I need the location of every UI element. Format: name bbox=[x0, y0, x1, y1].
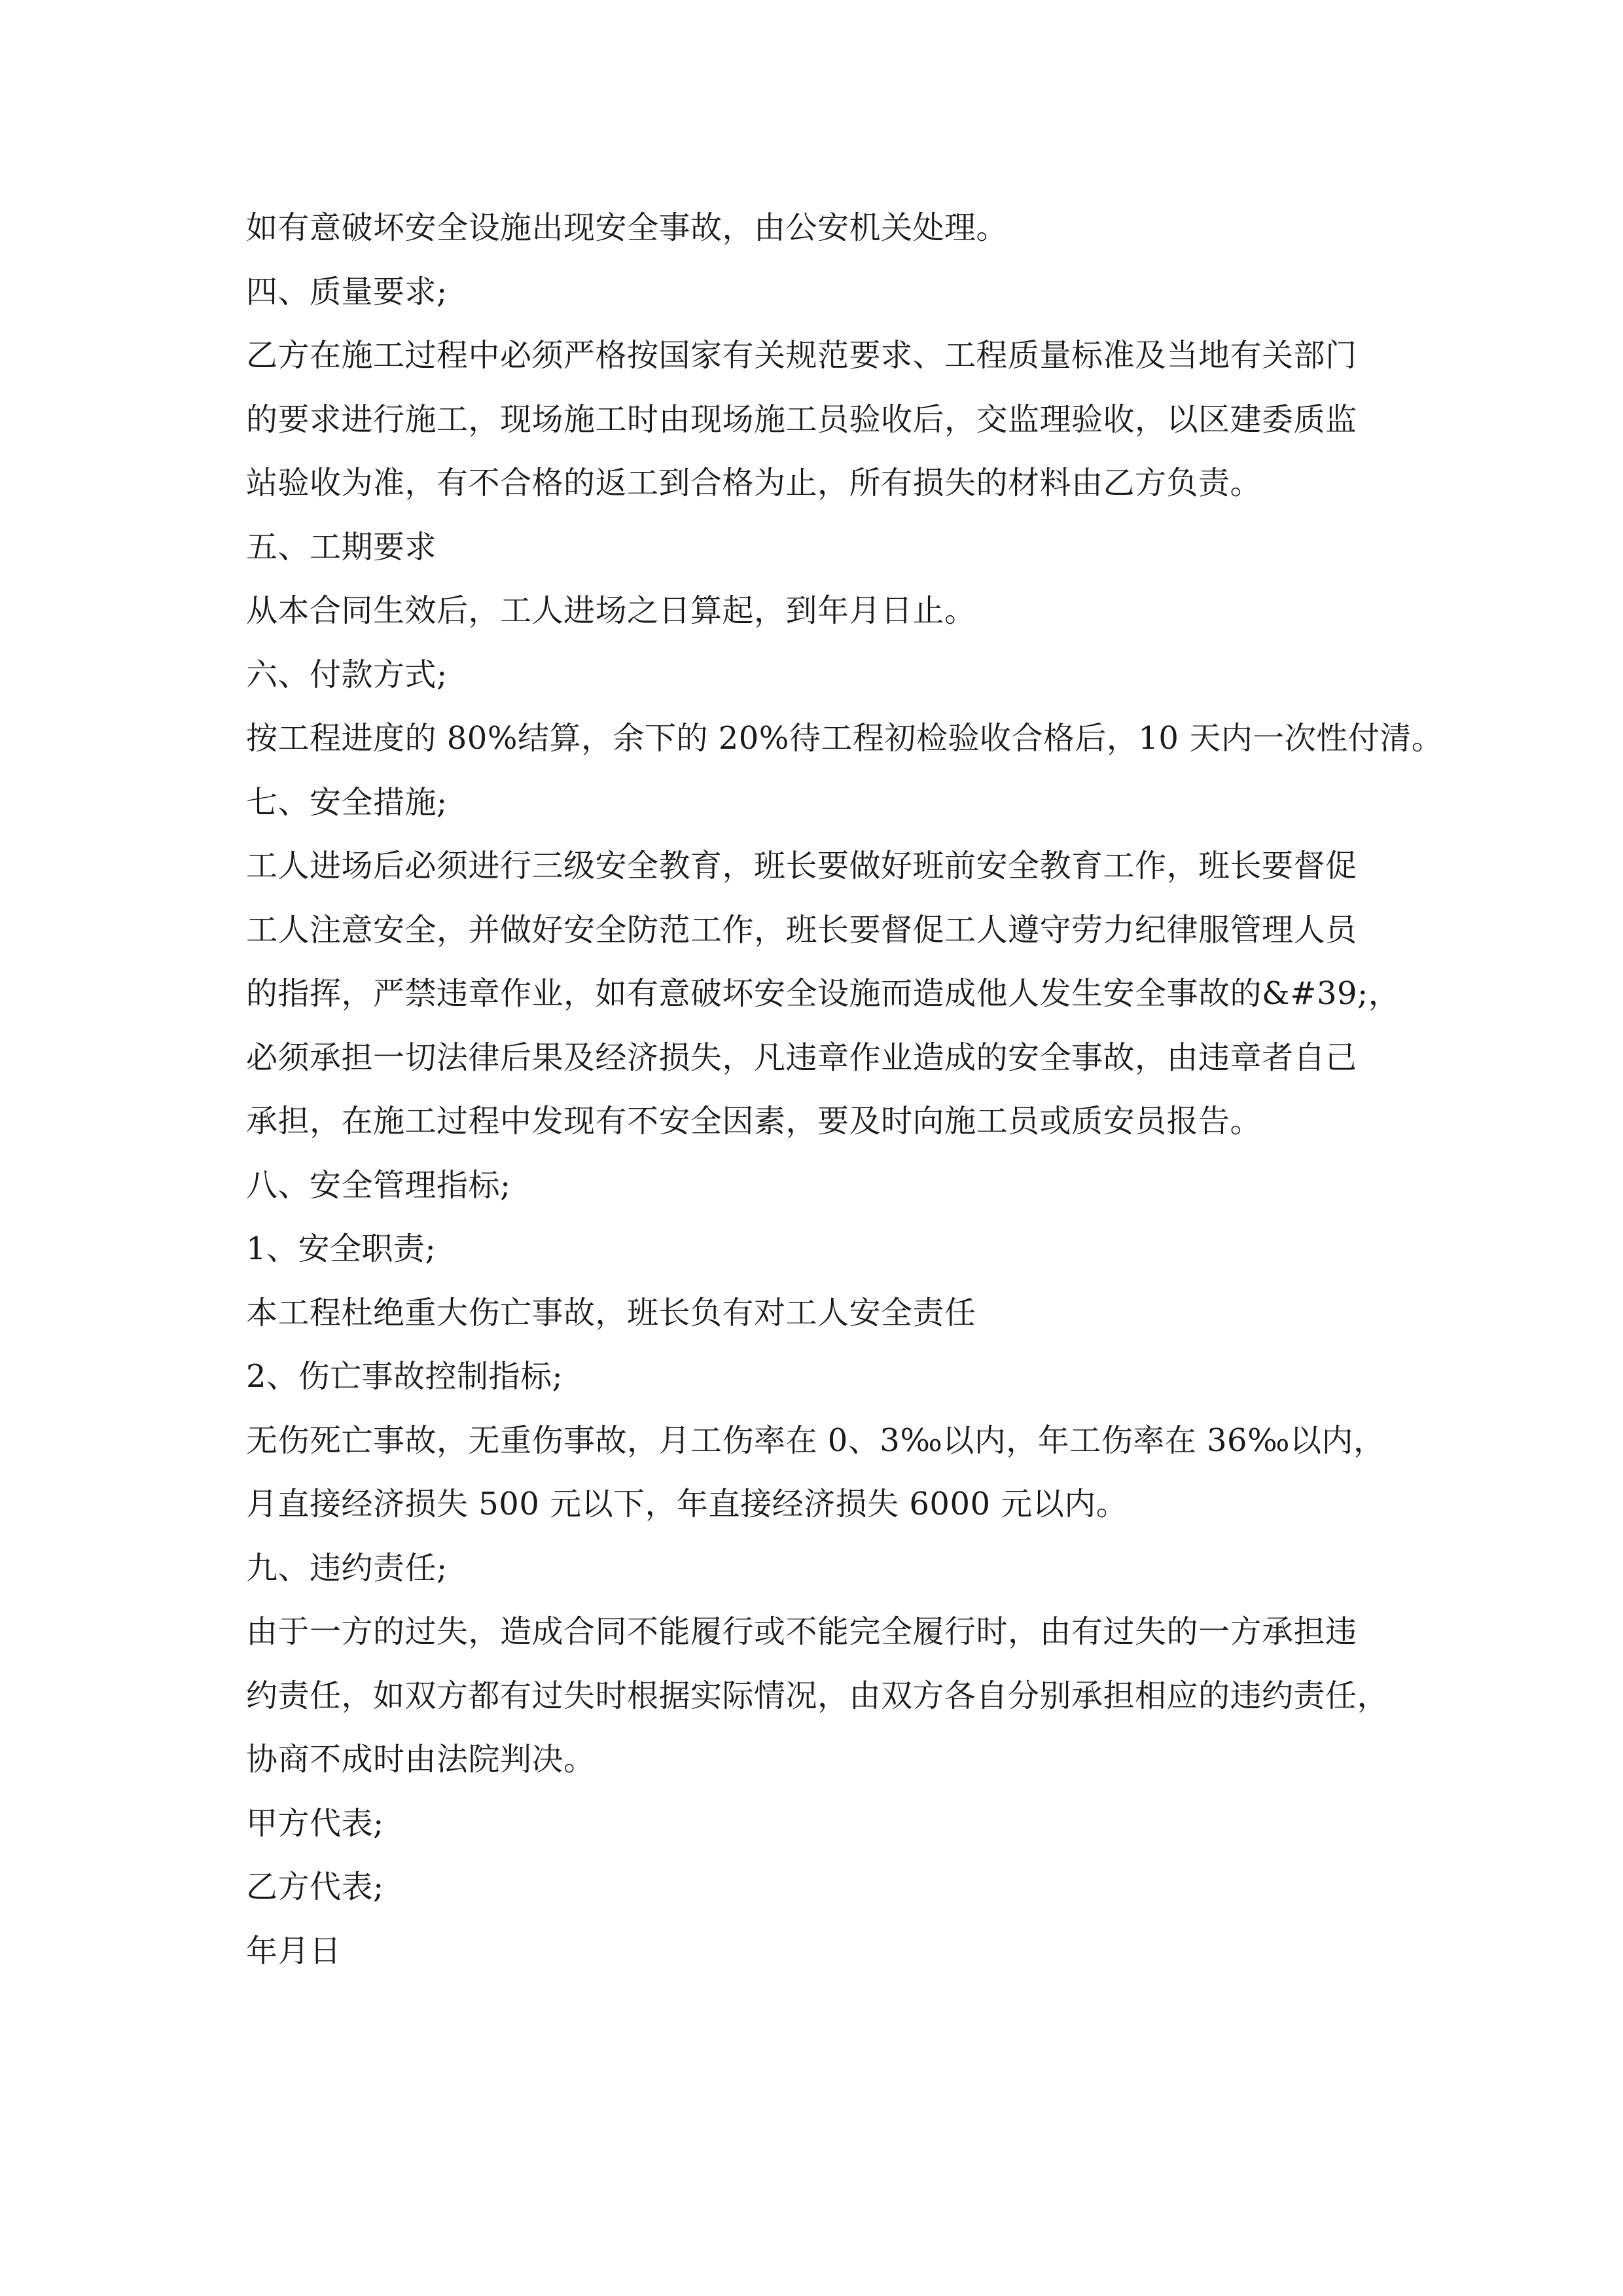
signature-party-a: 甲方代表; bbox=[246, 1804, 384, 1842]
section-heading: 六、付款方式; bbox=[246, 656, 448, 693]
section-heading: 四、质量要求; bbox=[246, 273, 448, 310]
subsection-heading: 2、伤亡事故控制指标; bbox=[246, 1358, 563, 1395]
subsection-heading: 1、安全职责; bbox=[246, 1230, 437, 1267]
text-line: 承担，在施工过程中发现有不安全因素，要及时向施工员或质安员报告。 bbox=[246, 1103, 1262, 1139]
section-heading: 八、安全管理指标; bbox=[246, 1166, 511, 1204]
text-line: 从本合同生效后，工人进场之日算起，到年月日止。 bbox=[246, 592, 976, 629]
text-line: 月直接经济损失 500 元以下，年直接经济损失 6000 元以内。 bbox=[246, 1486, 1128, 1522]
text-line: 的指挥，严禁违章作业，如有意破坏安全设施而造成他人发生安全事故的&#39;， bbox=[246, 975, 1400, 1012]
text-line: 约责任，如双方都有过失时根据实际情况，由双方各自分别承担相应的违约责任， bbox=[246, 1677, 1389, 1714]
text-line: 协商不成时由法院判决。 bbox=[246, 1741, 596, 1778]
section-heading: 七、安全措施; bbox=[246, 783, 448, 821]
text-line: 的要求进行施工，现场施工时由现场施工员验收后，交监理验收，以区建委质监 bbox=[246, 401, 1357, 438]
text-line: 工人进场后必须进行三级安全教育，班长要做好班前安全教育工作，班长要督促 bbox=[246, 848, 1357, 884]
document-body bbox=[246, 196, 1444, 1983]
text-line: 由于一方的过失，造成合同不能履行或不能完全履行时，由有过失的一方承担违 bbox=[246, 1613, 1357, 1650]
text-line: 乙方在施工过程中必须严格按国家有关规范要求、工程质量标准及当地有关部门 bbox=[246, 337, 1357, 374]
signature-date: 年月日 bbox=[246, 1932, 342, 1969]
section-heading: 九、违约责任; bbox=[246, 1549, 448, 1587]
section-heading: 五、工期要求 bbox=[246, 528, 437, 565]
text-line: 站验收为准，有不合格的返工到合格为止，所有损失的材料由乙方负责。 bbox=[246, 465, 1262, 501]
text-line: 如有意破坏安全设施出现安全事故，由公安机关处理。 bbox=[246, 209, 1008, 246]
text-line: 工人注意安全，并做好安全防范工作，班长要督促工人遵守劳力纪律服管理人员 bbox=[246, 911, 1357, 948]
text-line: 必须承担一切法律后果及经济损失，凡违章作业造成的安全事故，由违章者自己 bbox=[246, 1039, 1357, 1076]
text-line: 本工程杜绝重大伤亡事故，班长负有对工人安全责任 bbox=[246, 1294, 976, 1331]
text-line: 无伤死亡事故，无重伤事故，月工伤率在 0、3‰以内，年工伤率在 36‰以内， bbox=[246, 1422, 1385, 1459]
text-line: 按工程进度的 80%结算，余下的 20%待工程初检验收合格后，10 天内一次性付清。 bbox=[246, 720, 1444, 757]
signature-party-b: 乙方代表; bbox=[246, 1869, 384, 1905]
